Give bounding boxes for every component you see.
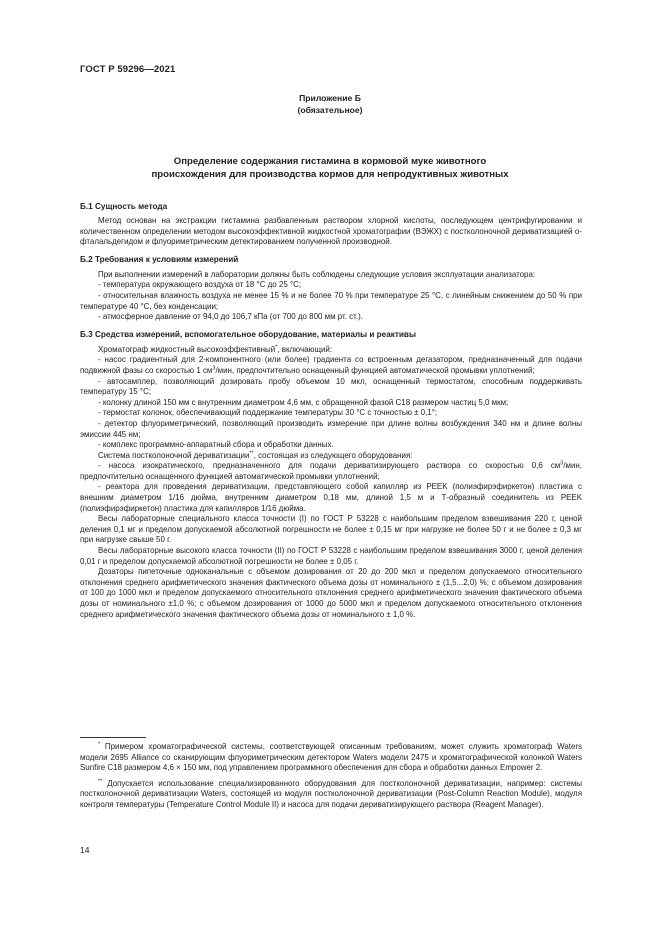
pump-unit-exponent: 3 [212,365,216,372]
appendix-title: Приложение Б [299,93,361,103]
isocratic-pump-text-end: /мин, предпочтительно оснащенного функцией автоматической промывки уплотнений; [80,461,582,481]
section-b2-item: - атмосферное давление от 94,0 до 106,7 кПа (от 700 до 800 мм рт. ст.). [98,312,363,322]
section-b2-intro: При выполнении измерений в лаборатории должны быть соблюдены следующие условия эксплуатации анализатора: [98,269,536,279]
footnote-1 [80,742,582,774]
isocratic-unit-exponent: 3 [560,460,564,467]
footnote-1-mark: * [98,741,101,748]
pump-item-text: - насос градиентный для 2-компонентного (или более) градиента со встроенным дегазатором, предназначенный для подачи подвижной фазы со скоростью 1 см [80,355,582,375]
footnote-divider [80,737,146,738]
pcd-intro [80,451,582,462]
standard-number: ГОСТ Р 59296—2021 [80,64,176,75]
section-b2-item: - температура окружающего воздуха от 18 °С до 25 °С; [98,280,302,290]
document-title-line-1: Определение содержания гистамина в кормовой муке животного [173,156,487,167]
hplc-intro [80,345,582,356]
hplc-intro-text: Хроматограф жидкостный высокоэффективный [98,344,276,354]
pipette-dispensers: Дозаторы пипеточные одноканальные с объемом дозирования от 20 до 200 мкл и пределом допускаемого относительного отклонения среднего арифметического значения фактического объема дозы от номинального ± (1,5...2,0) %; с объемом дозирования от 100 до 1000 мкл и пределом допускаемого относительного отклонения среднего арифметического значения фактического объема дозы от номинального ±1,0 %; с объемом дозирования от 1000 до 5000 мкл и пределом допускаемого относительного отклонения среднего арифметического значения фактического объема дозы от номинального ± 1,0 %. [80,567,582,619]
hplc-intro-suffix: , включающий: [277,344,333,354]
appendix-status: (обязательное) [297,105,363,115]
scales-class-1: Весы лабораторные специального класса точности (I) по ГОСТ Р 53228 с наибольшим пределом взвешивания 220 г, ценой деления 0,1 мг и пределом допускаемой абсолютной погрешности не более ± 0,15 мг при нагрузке не более 50 г и не более ± 0,3 мг при нагрузке свыше 50 г. [80,514,582,545]
equipment-item: - комплекс программно-аппаратный сбора и обработки данных. [98,440,334,450]
scales-class-2: Весы лабораторные высокого класса точности (II) по ГОСТ Р 53228 с наибольшим пределом взвешивания 3000 г, ценой деления 0,01 г и пределом допускаемой абсолютной погрешности не более ± 0,05 г. [80,546,582,566]
pump-item [80,355,582,376]
equipment-item: - термостат колонок, обеспечивающий поддержание температуры 30 °С с точностью ± 0,1°; [98,408,438,418]
pump-item-text-end: /мин, предпочтительно оснащенный функцией автоматической промывки уплотнений; [215,365,535,375]
footnote-2-mark: ** [98,778,103,785]
isocratic-pump-text: - насоса изократического, предназначенного для подачи дериватизирующего раствора со скоростью 0,6 см [98,461,561,471]
footnote-ref-1: * [275,344,278,351]
appendix-heading [80,92,580,116]
equipment-item: - колонку длиной 150 мм с внутренним диаметром 4,6 мм, с обращенной фазой С18 размером частиц 5,0 мкм; [98,397,509,407]
footnote-2-text: Допускается использование специализированного оборудования для постколоночной дериватизации, например: системы постколоночной дериватизации Waters, состоящей из модуля постколоночной дериватизации (Post-Column Reaction Module), модуля контроля температуры (Temperature Control Module II) и насоса для подачи дериватизирующего раствора (Reagent Manager). [80,778,582,809]
footnotes [80,742,582,811]
document-title [80,155,580,181]
section-b1-heading: Б.1 Сущность метода [80,202,168,211]
equipment-item: - детектор флуориметрический, позволяющий производить измерение при длине волны возбуждения 340 нм и длине волны эмиссии 445 нм; [80,418,582,439]
footnote-2 [80,779,582,811]
section-b2-heading: Б.2 Требования к условиям измерений [80,254,239,264]
equipment-item: - автосамплер, позволяющий дозировать пробу объемом 10 мкл, оснащенный термостатом, способным поддерживать температуру 15 °С; [80,376,582,397]
section-b3-heading: Б.3 Средства измерений, вспомогательное оборудование, материалы и реактивы [80,329,416,339]
isocratic-pump-item [80,461,582,482]
pcd-intro-text: Система постколоночной дериватизации [98,450,250,460]
footnote-ref-2: ** [249,450,254,457]
page-number: 14 [80,845,90,855]
section-b1-text: Метод основан на экстракции гистамина разбавленным раствором хлорной кислоты, последующем центрифугировании и количественном определении методом высокоэффективной жидкостной хроматографии (ВЭЖХ) с постколоночной дериватизацией о-фталальдегидом и флуориметрическим детектированием полученной производной. [80,216,582,247]
section-b2-item: - относительная влажность воздуха не менее 15 % и не более 70 % при температуре 25 °С, с линейным снижением до 50 % при температуре 40 °С, без конденсации; [80,290,582,311]
pcd-intro-suffix: , состоящая из следующего оборудования: [253,450,413,460]
document-body [80,201,582,620]
footnote-1-text: Примером хроматографической системы, соответствующей описанным требованиям, может служить хроматограф Waters модели 2695 Alliance со сканирующим флуориметрическим детектором Waters модели 2475 и хроматографической колонкой Waters Sunfire C18 размером 4,6 × 150 мм, под управлением программного обеспечения для сбора и обработки данных Empower 2. [80,742,582,773]
document-title-line-2: происхождения для производства кормов для непродуктивных животных [151,169,509,180]
reactor-item: - реактора для проведения дериватизации, представляющего собой капилляр из PEEK (полиэфирэфиркетон) пластика с внешним диаметром 1/16 дюйма, внутренним диаметром 0,18 мм, длиной 1,5 м и Т-образный соединитель из PEEK (полиэфирэфиркетон) пластика для капилляров 1/16 дюйма. [80,482,582,513]
